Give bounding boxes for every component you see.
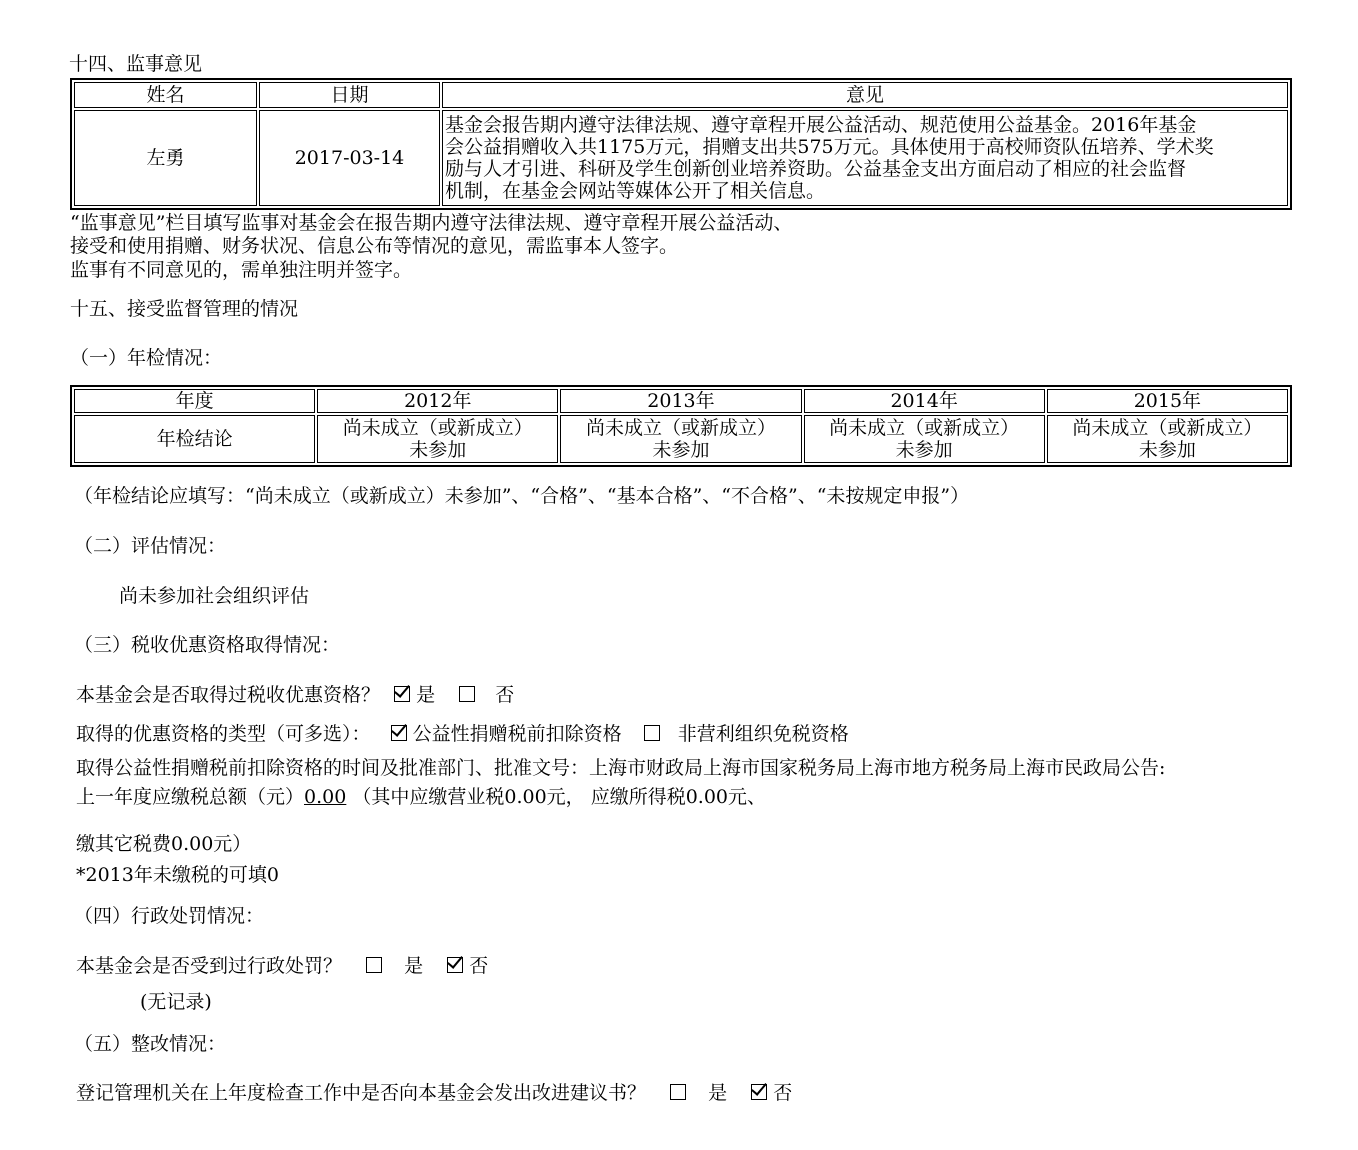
- annual-inspection-table: [70, 385, 1292, 467]
- no-label: 否: [773, 1082, 793, 1104]
- result-line: 尚未成立（或新成立）: [585, 417, 776, 439]
- result-line: 未参加: [895, 439, 953, 461]
- opinion-note-line: 接受和使用捐赠、财务状况、信息公布等情况的意见，需监事本人签字。: [70, 235, 679, 257]
- tax-approval-info: 取得公益性捐赠税前扣除资格的时间及批准部门、批准文号：上海市财政局上海市国家税务局上海市地方税务局上海市民政局公告:: [76, 757, 1166, 779]
- no-label: 否: [495, 684, 515, 706]
- year-2012: 2012年: [317, 389, 558, 413]
- question-text: 本基金会是否取得过税收优惠资格？: [76, 684, 381, 706]
- opinion-date: 2017-03-14: [259, 110, 440, 206]
- year-label: 年度: [74, 389, 315, 413]
- opinion-line: 机制，在基金会网站等媒体公开了相关信息。: [445, 180, 826, 202]
- tax-total-value: 0.00: [304, 786, 347, 808]
- supervisor-opinion-table: [70, 78, 1292, 210]
- supervisor-name: 左勇: [74, 110, 257, 206]
- yes-label: 是: [708, 1082, 728, 1104]
- tax-exempt-label: 非营利组织免税资格: [677, 723, 849, 745]
- yes-label: 是: [404, 955, 424, 977]
- result-2014: [804, 415, 1045, 463]
- pre-tax-deduction-label: 公益性捐赠税前扣除资格: [412, 723, 622, 745]
- rectify-question: [76, 1082, 792, 1105]
- evaluation-heading: （二）评估情况：: [74, 535, 227, 557]
- opinion-line: 励与人才引进、科研及学生创新创业培养资助。公益基金支出方面启动了相应的社会监督: [445, 158, 1187, 180]
- section-14-title: 十四、监事意见: [69, 53, 203, 75]
- year-2015: 2015年: [1047, 389, 1288, 413]
- opinion-note-line: 监事有不同意见的，需单独注明并签字。: [70, 259, 413, 281]
- opinion-note-line: “监事意见”栏目填写监事对基金会在报告期内遵守法律法规、遵守章程开展公益活动、: [70, 212, 793, 234]
- question-text: 取得的优惠资格的类型（可多选）：: [76, 723, 371, 745]
- yes-checkbox[interactable]: [366, 957, 382, 973]
- penalty-heading: （四）行政处罚情况：: [74, 905, 265, 927]
- header-date: 日期: [259, 82, 440, 108]
- opinion-line: 会公益捐赠收入共1175万元，捐赠支出共575万元。具体使用于高校师资队伍培养、学术奖: [445, 136, 1214, 158]
- question-text: 本基金会是否受到过行政处罚？: [76, 955, 343, 977]
- yes-checkbox[interactable]: [394, 686, 410, 702]
- tax-total-label: 上一年度应缴税总额（元）: [76, 786, 305, 808]
- result-label: 年检结论: [74, 415, 315, 463]
- tax-breakdown: （其中应缴营业税0.00元， 应缴所得税0.00元、: [346, 786, 767, 808]
- no-checkbox[interactable]: [459, 686, 475, 702]
- tax-footnote: *2013年未缴税的可填0: [76, 864, 279, 886]
- opinion-text: [442, 110, 1288, 206]
- evaluation-text: 尚未参加社会组织评估: [119, 585, 310, 607]
- question-text: 登记管理机关在上年度检查工作中是否向本基金会发出改进建议书？: [76, 1082, 647, 1104]
- result-2015: [1047, 415, 1288, 463]
- tax-heading: （三）税收优惠资格取得情况：: [74, 634, 341, 656]
- penalty-question: [76, 955, 488, 978]
- rectify-heading: （五）整改情况：: [74, 1033, 227, 1055]
- section-15-title: 十五、接受监督管理的情况: [70, 298, 299, 320]
- yes-checkbox[interactable]: [670, 1084, 686, 1100]
- yes-label: 是: [416, 684, 436, 706]
- no-checkbox[interactable]: [751, 1084, 767, 1100]
- result-2012: [317, 415, 558, 463]
- result-line: 尚未成立（或新成立）: [829, 417, 1020, 439]
- result-line: 尚未成立（或新成立）: [1072, 417, 1263, 439]
- year-2014: 2014年: [804, 389, 1045, 413]
- pre-tax-deduction-checkbox[interactable]: [391, 725, 407, 741]
- annual-inspection-heading: （一）年检情况：: [70, 347, 223, 369]
- result-2013: [560, 415, 801, 463]
- tax-type-question: [76, 723, 849, 746]
- result-line: 未参加: [1138, 439, 1196, 461]
- no-label: 否: [469, 955, 489, 977]
- year-2013: 2013年: [560, 389, 801, 413]
- tax-exempt-checkbox[interactable]: [644, 725, 660, 741]
- header-name: 姓名: [74, 82, 257, 108]
- result-line: 未参加: [652, 439, 710, 461]
- no-checkbox[interactable]: [447, 957, 463, 973]
- result-line: 尚未成立（或新成立）: [342, 417, 533, 439]
- other-tax-line: 缴其它税费0.00元）: [76, 833, 252, 855]
- header-opinion: 意见: [442, 82, 1288, 108]
- opinion-line: 基金会报告期内遵守法律法规、遵守章程开展公益活动、规范使用公益基金。2016年基金: [445, 114, 1197, 136]
- tax-qualification-question: [76, 684, 514, 707]
- tax-total-line: [76, 786, 766, 809]
- penalty-record: (无记录): [140, 991, 212, 1013]
- annual-inspection-note: （年检结论应填写：“尚未成立（或新成立）未参加”、“合格”、“基本合格”、“不合格”、“未按规定申报”）: [74, 485, 970, 507]
- result-line: 未参加: [409, 439, 467, 461]
